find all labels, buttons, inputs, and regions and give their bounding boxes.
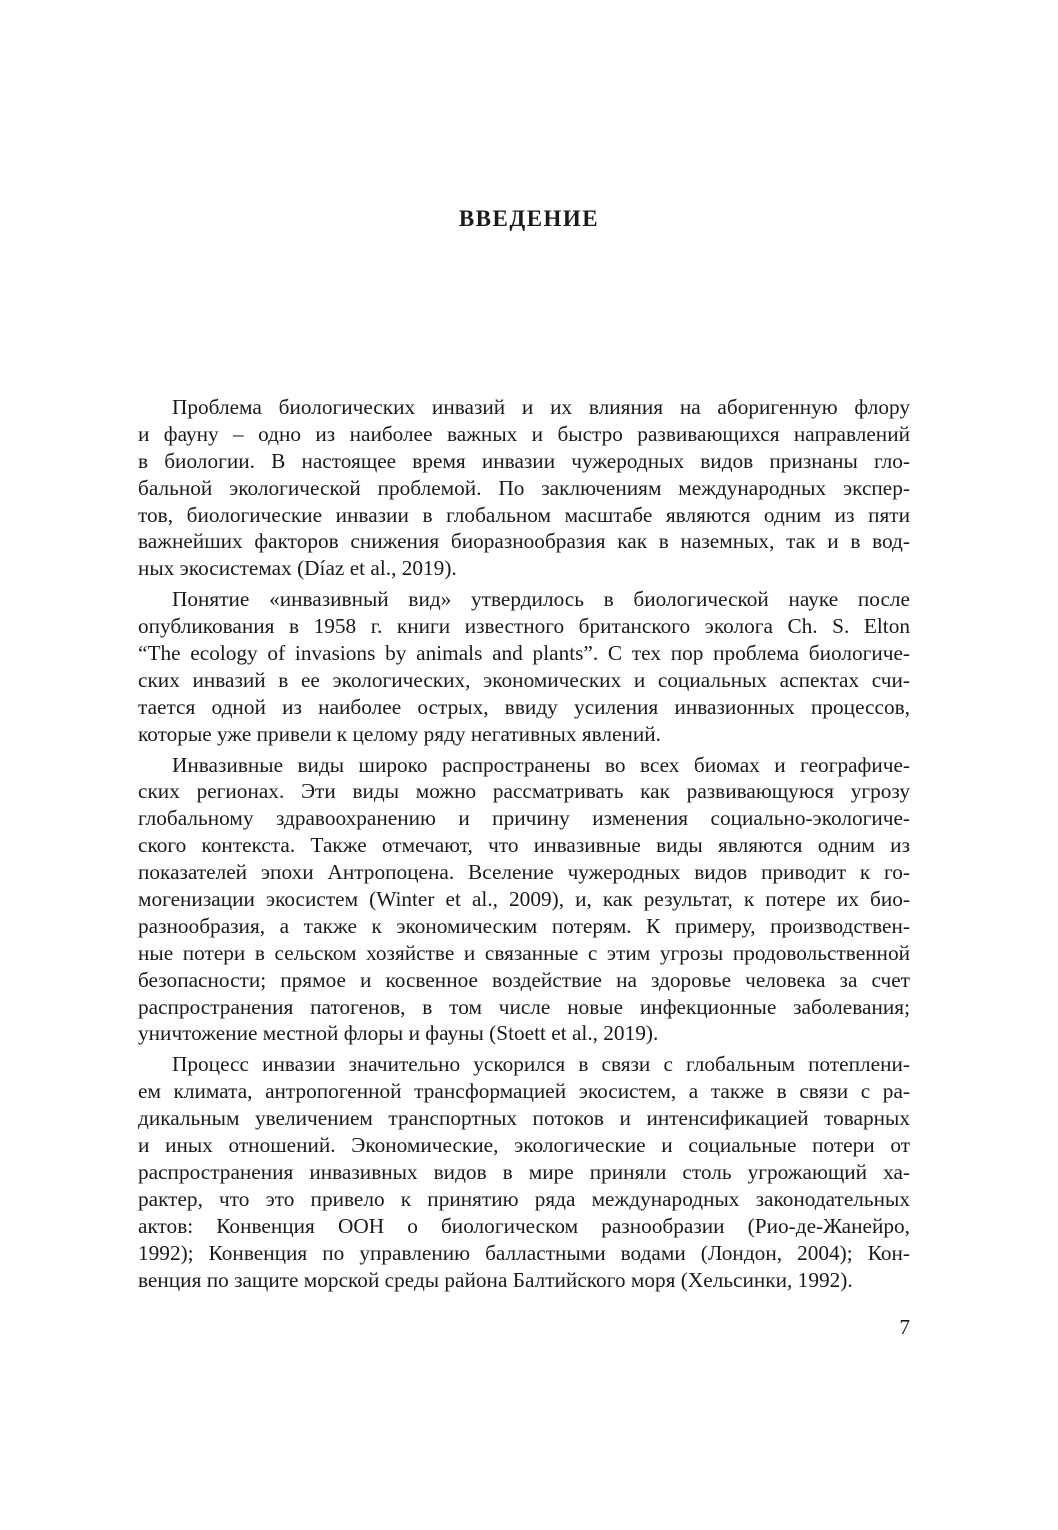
paragraph-2 xyxy=(138,586,910,747)
text-line: “The ecology of invasions by animals and plants”. С тех пор проблема биологиче- xyxy=(138,641,910,666)
text-line: тается одной из наиболее острых, ввиду усиления инвазионных процессов, xyxy=(138,694,910,719)
text-line: безопасности; прямое и косвенное воздействие на здоровье человека за счет xyxy=(138,967,910,992)
text-line: бальной экологической проблемой. По заключениям международных экспер- xyxy=(138,475,910,500)
text-line: ских регионах. Эти виды можно рассматривать как развивающуюся угрозу xyxy=(138,779,910,804)
text-line: Понятие «инвазивный вид» утвердилось в биологической науке после xyxy=(172,587,910,612)
text-line: опубликования в 1958 г. книги известного британского эколога Ch. S. Elton xyxy=(138,614,910,639)
text-line: ем климата, антропогенной трансформацией экосистем, а также в связи с ра- xyxy=(138,1079,910,1104)
text-line: уничтожение местной флоры и фауны (Stoett et al., 2019). xyxy=(138,1021,659,1046)
text-line: Инвазивные виды широко распространены во всех биомах и географиче- xyxy=(172,752,910,777)
text-line: рактер, что это привело к принятию ряда международных законодательных xyxy=(138,1186,910,1211)
body-text xyxy=(138,394,910,1293)
text-line: дикальным увеличением транспортных потоков и интенсификацией товарных xyxy=(138,1106,910,1131)
text-line: и иных отношений. Экономические, экологические и социальные потери от xyxy=(138,1133,910,1158)
text-line: Проблема биологических инвазий и их влияния на аборигенную флору xyxy=(172,395,910,419)
text-line: актов: Конвенция ООН о биологическом разнообразии (Рио-де-Жанейро, xyxy=(138,1213,910,1238)
text-line: Процесс инвазии значительно ускорился в связи с глобальным потеплени- xyxy=(172,1052,910,1077)
text-line: разнообразия, а также к экономическим потерям. К примеру, производствен- xyxy=(138,913,910,938)
text-line: ского контекста. Также отмечают, что инвазивные виды являются одним из xyxy=(138,833,910,858)
text-line: в биологии. В настоящее время инвазии чужеродных видов признаны гло- xyxy=(138,448,910,473)
paragraph-1 xyxy=(138,394,910,582)
paragraph-3 xyxy=(138,752,910,1048)
text-line: ских инвазий в ее экологических, экономических и социальных аспектах счи- xyxy=(138,667,910,692)
text-line: 1992); Конвенция по управлению балластными водами (Лондон, 2004); Кон- xyxy=(138,1240,910,1265)
page-number: 7 xyxy=(899,1315,910,1339)
text-line: важнейших факторов снижения биоразнообразия как в наземных, так и в вод- xyxy=(138,529,910,554)
paragraph-4 xyxy=(138,1051,910,1293)
text-line: глобальному здравоохранению и причину изменения социально-экологиче- xyxy=(138,806,910,831)
chapter-heading: ВВЕДЕНИЕ xyxy=(458,206,600,231)
text-line: тов, биологические инвазии в глобальном масштабе являются одним из пяти xyxy=(138,502,910,527)
text-line: венция по защите морской среды района Балтийского моря (Хельсинки, 1992). xyxy=(138,1267,853,1292)
text-line: ные потери в сельском хозяйстве и связанные с этим угрозы продовольственной xyxy=(138,940,910,965)
text-line: могенизации экосистем (Winter et al., 2009), и, как результат, к потере их био- xyxy=(138,887,910,912)
text-line: ных экосистемах (Díaz et al., 2019). xyxy=(138,556,457,581)
text-line: которые уже привели к целому ряду негативных явлений. xyxy=(138,721,661,746)
text-line: распространения инвазивных видов в мире приняли столь угрожающий ха- xyxy=(138,1159,910,1184)
text-line: показателей эпохи Антропоцена. Вселение чужеродных видов приводит к го- xyxy=(138,860,910,885)
text-line: распространения патогенов, в том числе новые инфекционные заболевания; xyxy=(138,994,910,1019)
text-line: и фауну – одно из наиболее важных и быстро развивающихся направлений xyxy=(138,421,910,446)
